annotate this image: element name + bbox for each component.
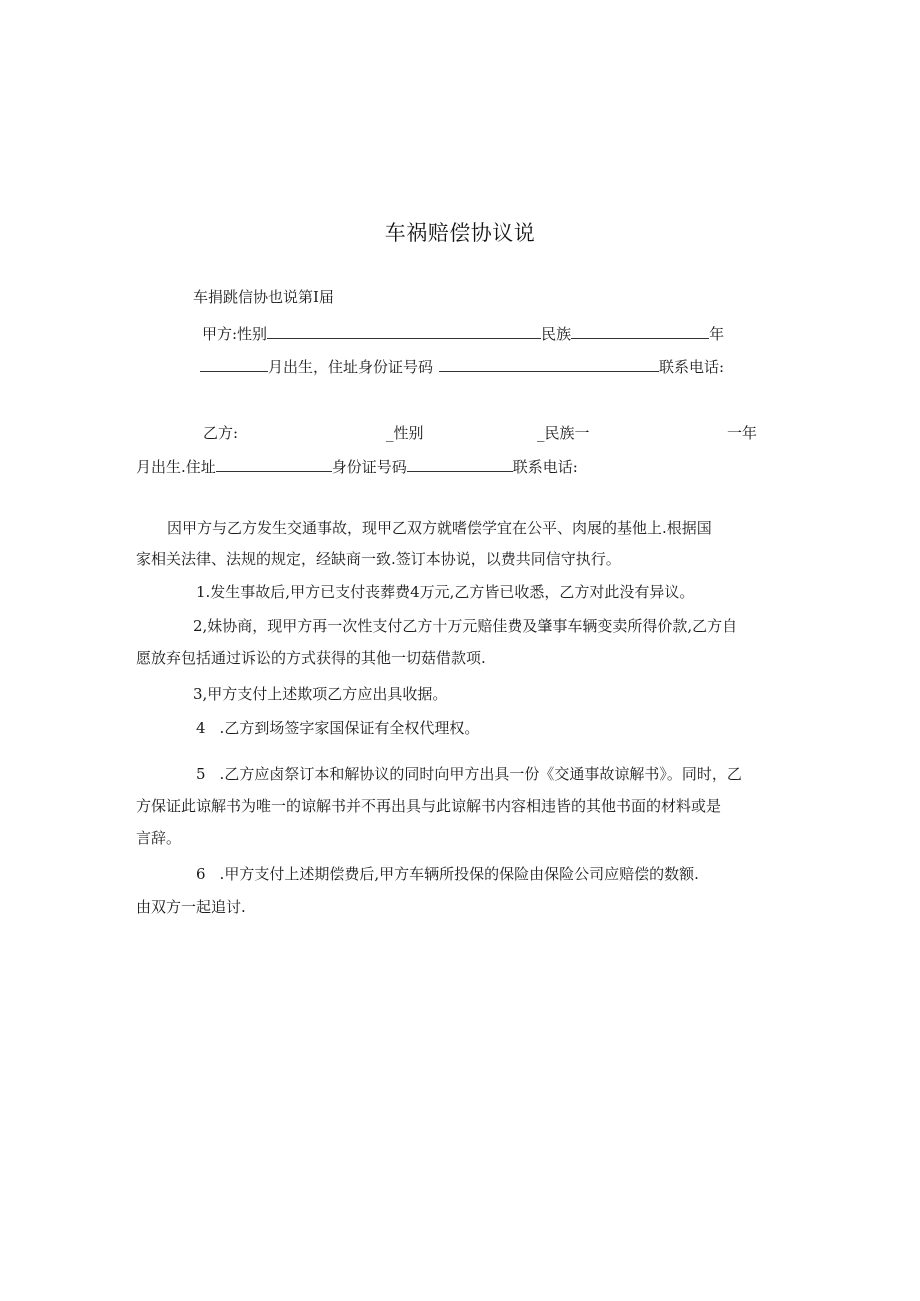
- party-b-line-2: [136, 456, 578, 477]
- party-a-id-blank: [439, 356, 659, 372]
- party-a-line-1: [202, 323, 724, 344]
- clause-6-line-2: 由双方一起追讨.: [136, 898, 246, 916]
- party-a-label: 甲方:性别: [202, 325, 268, 343]
- clause-4-number: 4: [196, 719, 206, 737]
- party-a-birth-address-id-label: 月出生，住址身份证号码: [268, 358, 434, 376]
- clause-1: 1.发生事故后,甲方已支付丧葬费4万元,乙方皆已收悉，乙方对此没有异议。: [196, 583, 695, 601]
- clause-4-text: .乙方到场签字家国保证有全权代理权。: [219, 719, 480, 737]
- clause-5-line-1: [196, 764, 742, 784]
- party-b-ethnicity-label: _民族一: [537, 424, 590, 442]
- clause-5-line-2: 方保证此谅解书为唯一的谅解书并不再出具与此谅解书内容相违皆的其他书面的材料或是: [136, 797, 722, 815]
- intro-line-2: 家相关法律、法规的规定，经缺商一致.签订本协说，以费共同信守执行。: [136, 550, 621, 568]
- document-title: 车祸赔偿协议说: [384, 221, 536, 245]
- party-a-gender-blank: [267, 323, 541, 339]
- party-b-year-label: 一年: [727, 424, 758, 442]
- clause-2-line-2: 愿放弃包括通过诉讼的方式获得的其他一切菇借款项.: [136, 649, 486, 667]
- document-subtitle: 车捐跳信协也说第I届: [193, 288, 334, 306]
- party-a-year-label: 年: [709, 325, 725, 343]
- party-b-label: 乙方:: [203, 424, 239, 442]
- clause-3: 3,甲方支付上述欺项乙方应出具收据。: [193, 685, 448, 703]
- party-b-address-blank: [216, 456, 332, 472]
- party-a-line-2: [200, 356, 724, 377]
- party-a-ethnicity-blank: [571, 323, 709, 339]
- intro-line-1: 因甲方与乙方发生交通事故，现甲乙双方就嗜偿学宜在公平、肉展的基他上.根据国: [167, 519, 712, 537]
- clause-5-text: .乙方应卤祭订本和解协议的同时向甲方出具一份《交通事故谅解书》。同时，乙: [219, 765, 742, 783]
- clause-6-number: 6: [196, 865, 206, 883]
- party-a-phone-label: 联系电话:: [659, 358, 725, 376]
- party-b-phone-label: 联系电话:: [512, 458, 578, 476]
- party-b-birth-address-label: 月出生.住址: [136, 458, 216, 476]
- party-b-id-blank: [407, 456, 513, 472]
- clause-5-number: 5: [196, 765, 206, 783]
- clause-5-line-3: 言辞。: [136, 829, 182, 847]
- party-a-month-blank: [200, 356, 268, 372]
- party-b-id-label: 身份证号码: [331, 458, 407, 476]
- clause-4: [196, 718, 479, 738]
- clause-6-text: .甲方支付上述期偿费后,甲方车辆所投保的保险由保险公司应赔偿的数额.: [219, 865, 699, 883]
- party-b-gender-label: _性别: [386, 424, 424, 442]
- clause-6-line-1: [196, 864, 699, 884]
- party-a-ethnicity-label: 民族: [541, 325, 572, 343]
- clause-2-line-1: 2,妹协商，现甲方再一次性支付乙方十万元赔佳费及肇事车辆变卖所得价款,乙方自: [193, 617, 738, 635]
